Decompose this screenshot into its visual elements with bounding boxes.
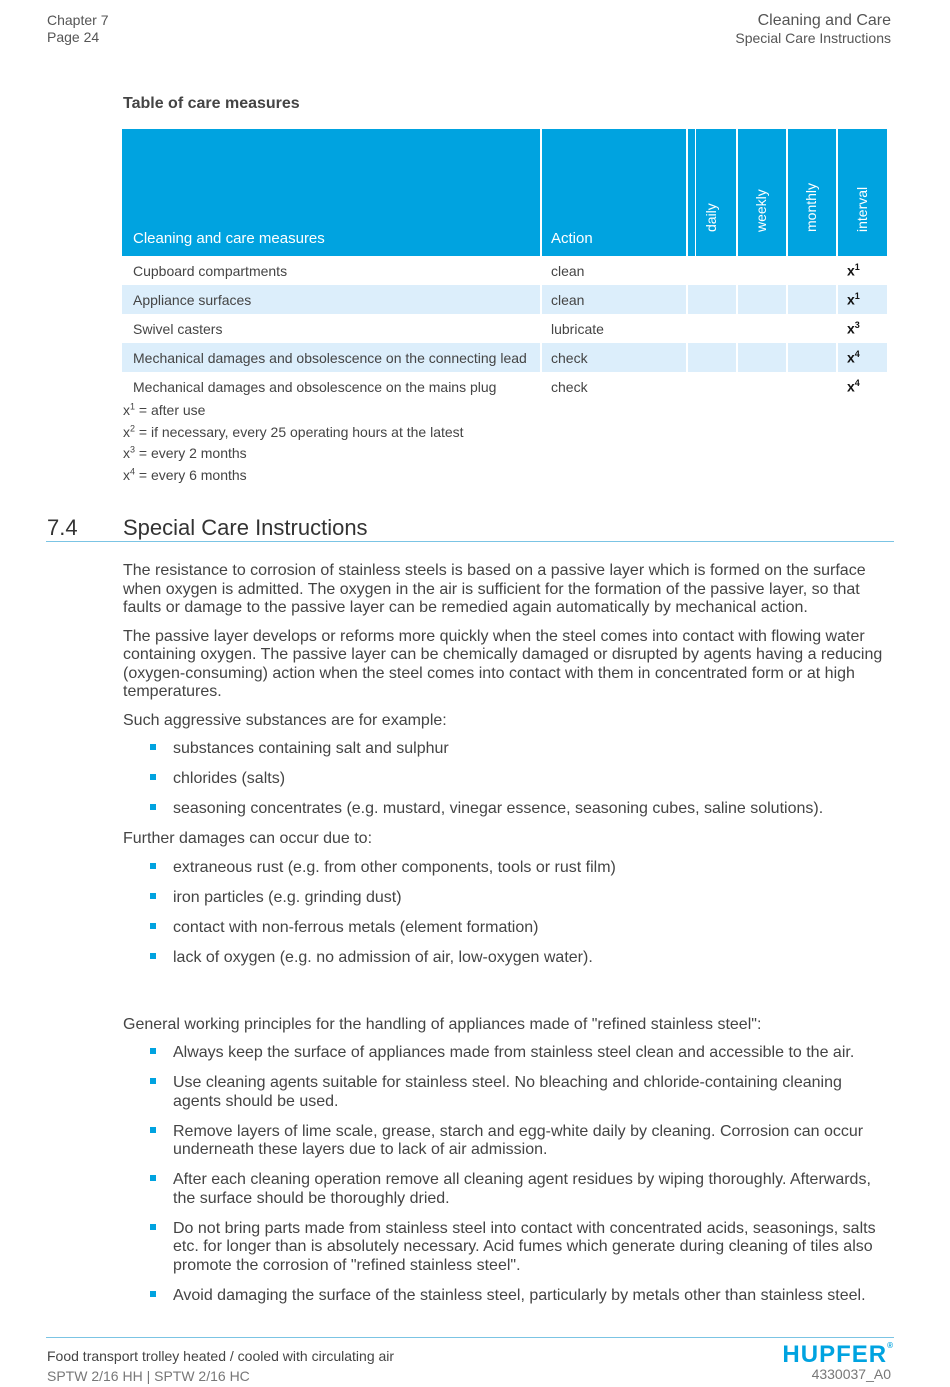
working-principles-list <box>123 1044 891 1305</box>
action-cell: lubricate <box>541 314 687 343</box>
bullet-icon <box>150 923 156 929</box>
list-item: chlorides (salts) <box>123 770 891 789</box>
interval-cell: $x^4$ <box>837 343 887 372</box>
model-numbers: SPTW 2/16 HH | SPTW 2/16 HC <box>47 1368 250 1384</box>
page-header-left <box>47 12 108 46</box>
list-item: After each cleaning operation remove all cleaning agent residues by wiping thoroughly. Afterwards, the surface should be thoroughly dried. <box>123 1171 891 1208</box>
measure-cell: Mechanical damages and obsolescence on the connecting lead <box>122 343 541 372</box>
section-body <box>123 562 891 1317</box>
list-item: seasoning concentrates (e.g. mustard, vinegar essence, seasoning cubes, saline solutions). <box>123 800 891 819</box>
bullet-icon <box>150 1291 156 1297</box>
interval-cell: $x^3$ <box>847 320 860 337</box>
footer-divider <box>46 1337 894 1338</box>
list-item: substances containing salt and sulphur <box>123 740 891 759</box>
list-item: Do not bring parts made from stainless steel into contact with concentrated acids, seasonings, salts etc. for longer than is absolutely necessary. Acid fumes which generate during cleaning of tiles also promote the corrosion of "refined stainless steel". <box>123 1220 891 1276</box>
bullet-icon <box>150 1048 156 1054</box>
page-header-right <box>735 12 891 47</box>
list-item: extraneous rust (e.g. from other components, tools or rust film) <box>123 859 891 878</box>
column-header-daily <box>687 129 737 256</box>
section-title: Special Care Instructions <box>123 515 368 540</box>
list-item: contact with non-ferrous metals (element formation) <box>123 919 891 938</box>
bullet-icon <box>150 863 156 869</box>
interval-cell: $x^1$ <box>837 285 887 314</box>
column-header-measures: Cleaning and care measures <box>122 129 541 256</box>
table-row <box>122 285 887 314</box>
list-item: Avoid damaging the surface of the stainless steel, particularly by metals other than stainless steel. <box>123 1287 891 1306</box>
column-header-action: Action <box>541 129 687 256</box>
column-header-daily-label: daily <box>703 203 719 232</box>
table-footnotes <box>123 400 464 487</box>
column-header-monthly-label: monthly <box>803 182 819 232</box>
further-damages-list <box>123 859 891 968</box>
table-row <box>122 256 887 285</box>
footnote: $x^4$ = every 6 months <box>123 466 247 484</box>
bullet-icon <box>150 744 156 750</box>
care-measures-table <box>122 129 887 401</box>
paragraph: Such aggressive substances are for example: <box>123 711 447 729</box>
list-item: lack of oxygen (e.g. no admission of air, low-oxygen water). <box>123 949 891 968</box>
footnote: $x^2$ = if necessary, every 25 operating hours at the latest <box>123 423 464 440</box>
list-item: Remove layers of lime scale, grease, starch and egg-white daily by cleaning. Corrosion can occur underneath these layers due to lack of air admission. <box>123 1123 891 1160</box>
bullet-icon <box>150 1175 156 1181</box>
table-row <box>122 343 887 372</box>
footnote: $x^3$ = every 2 months <box>123 444 247 462</box>
table-header-row <box>122 129 887 256</box>
section-divider <box>46 541 894 542</box>
bullet-icon <box>150 1127 156 1133</box>
action-cell: clean <box>541 256 687 285</box>
measure-cell: Swivel casters <box>122 314 541 343</box>
list-item: iron particles (e.g. grinding dust) <box>123 889 891 908</box>
interval-cell: $x^1$ <box>847 262 860 279</box>
hupfer-logo: HUPFER® <box>782 1341 894 1368</box>
footnote: $x^1$ = after use <box>123 401 206 418</box>
interval-cell: $x^4$ <box>847 378 860 395</box>
paragraph: General working principles for the handling of appliances made of "refined stainless steel": <box>123 1015 762 1033</box>
table-row <box>122 314 887 343</box>
chapter-subtitle: Special Care Instructions <box>735 30 891 46</box>
bullet-icon <box>150 1078 156 1084</box>
document-number: 4330037_A0 <box>811 1366 891 1382</box>
paragraph: The resistance to corrosion of stainless steels is based on a passive layer which is formed on the surface when oxygen is admitted. The oxygen in the air is sufficient for the formation of the passive layer, so that faults or damage to the passive layer can be remedied again automatically by mechanical action. <box>123 562 866 616</box>
action-cell: check <box>541 372 687 401</box>
table-row <box>122 372 887 401</box>
product-description: Food transport trolley heated / cooled with circulating air <box>47 1348 395 1364</box>
action-cell: check <box>541 343 687 372</box>
bullet-icon <box>150 774 156 780</box>
column-header-weekly-label: weekly <box>753 189 769 232</box>
section-number: 7.4 <box>47 515 78 540</box>
care-table-title: Table of care measures <box>123 95 300 112</box>
column-header-interval-label: interval <box>853 186 870 232</box>
list-item: Use cleaning agents suitable for stainless steel. No bleaching and chloride-containing cleaning agents should be used. <box>123 1074 891 1111</box>
paragraph: The passive layer develops or reforms more quickly when the steel comes into contact with flowing water containing oxygen. The passive layer can be chemically damaged or disrupted by agents having a reducing (oxygen-consuming) action when the steel comes into contact with them in concentrated form or at high temperatures. <box>123 627 883 700</box>
bullet-icon <box>150 1224 156 1230</box>
measure-cell: Appliance surfaces <box>122 285 541 314</box>
measure-cell: Mechanical damages and obsolescence on the mains plug <box>122 372 541 401</box>
chapter-title: Cleaning and Care <box>757 12 891 29</box>
column-header-weekly <box>737 129 787 256</box>
measure-cell: Cupboard compartments <box>122 256 541 285</box>
column-header-interval <box>837 129 887 256</box>
aggressive-substances-list <box>123 740 891 819</box>
page-number: Page 24 <box>47 29 100 45</box>
paragraph: Further damages can occur due to: <box>123 830 373 847</box>
page-footer-left <box>47 1346 394 1386</box>
bullet-icon <box>150 953 156 959</box>
action-cell: clean <box>541 285 687 314</box>
chapter-label: Chapter 7 <box>47 12 109 28</box>
column-header-monthly <box>787 129 837 256</box>
list-item: Always keep the surface of appliances made from stainless steel clean and accessible to the air. <box>123 1044 891 1063</box>
bullet-icon <box>150 893 156 899</box>
bullet-icon <box>150 804 156 810</box>
